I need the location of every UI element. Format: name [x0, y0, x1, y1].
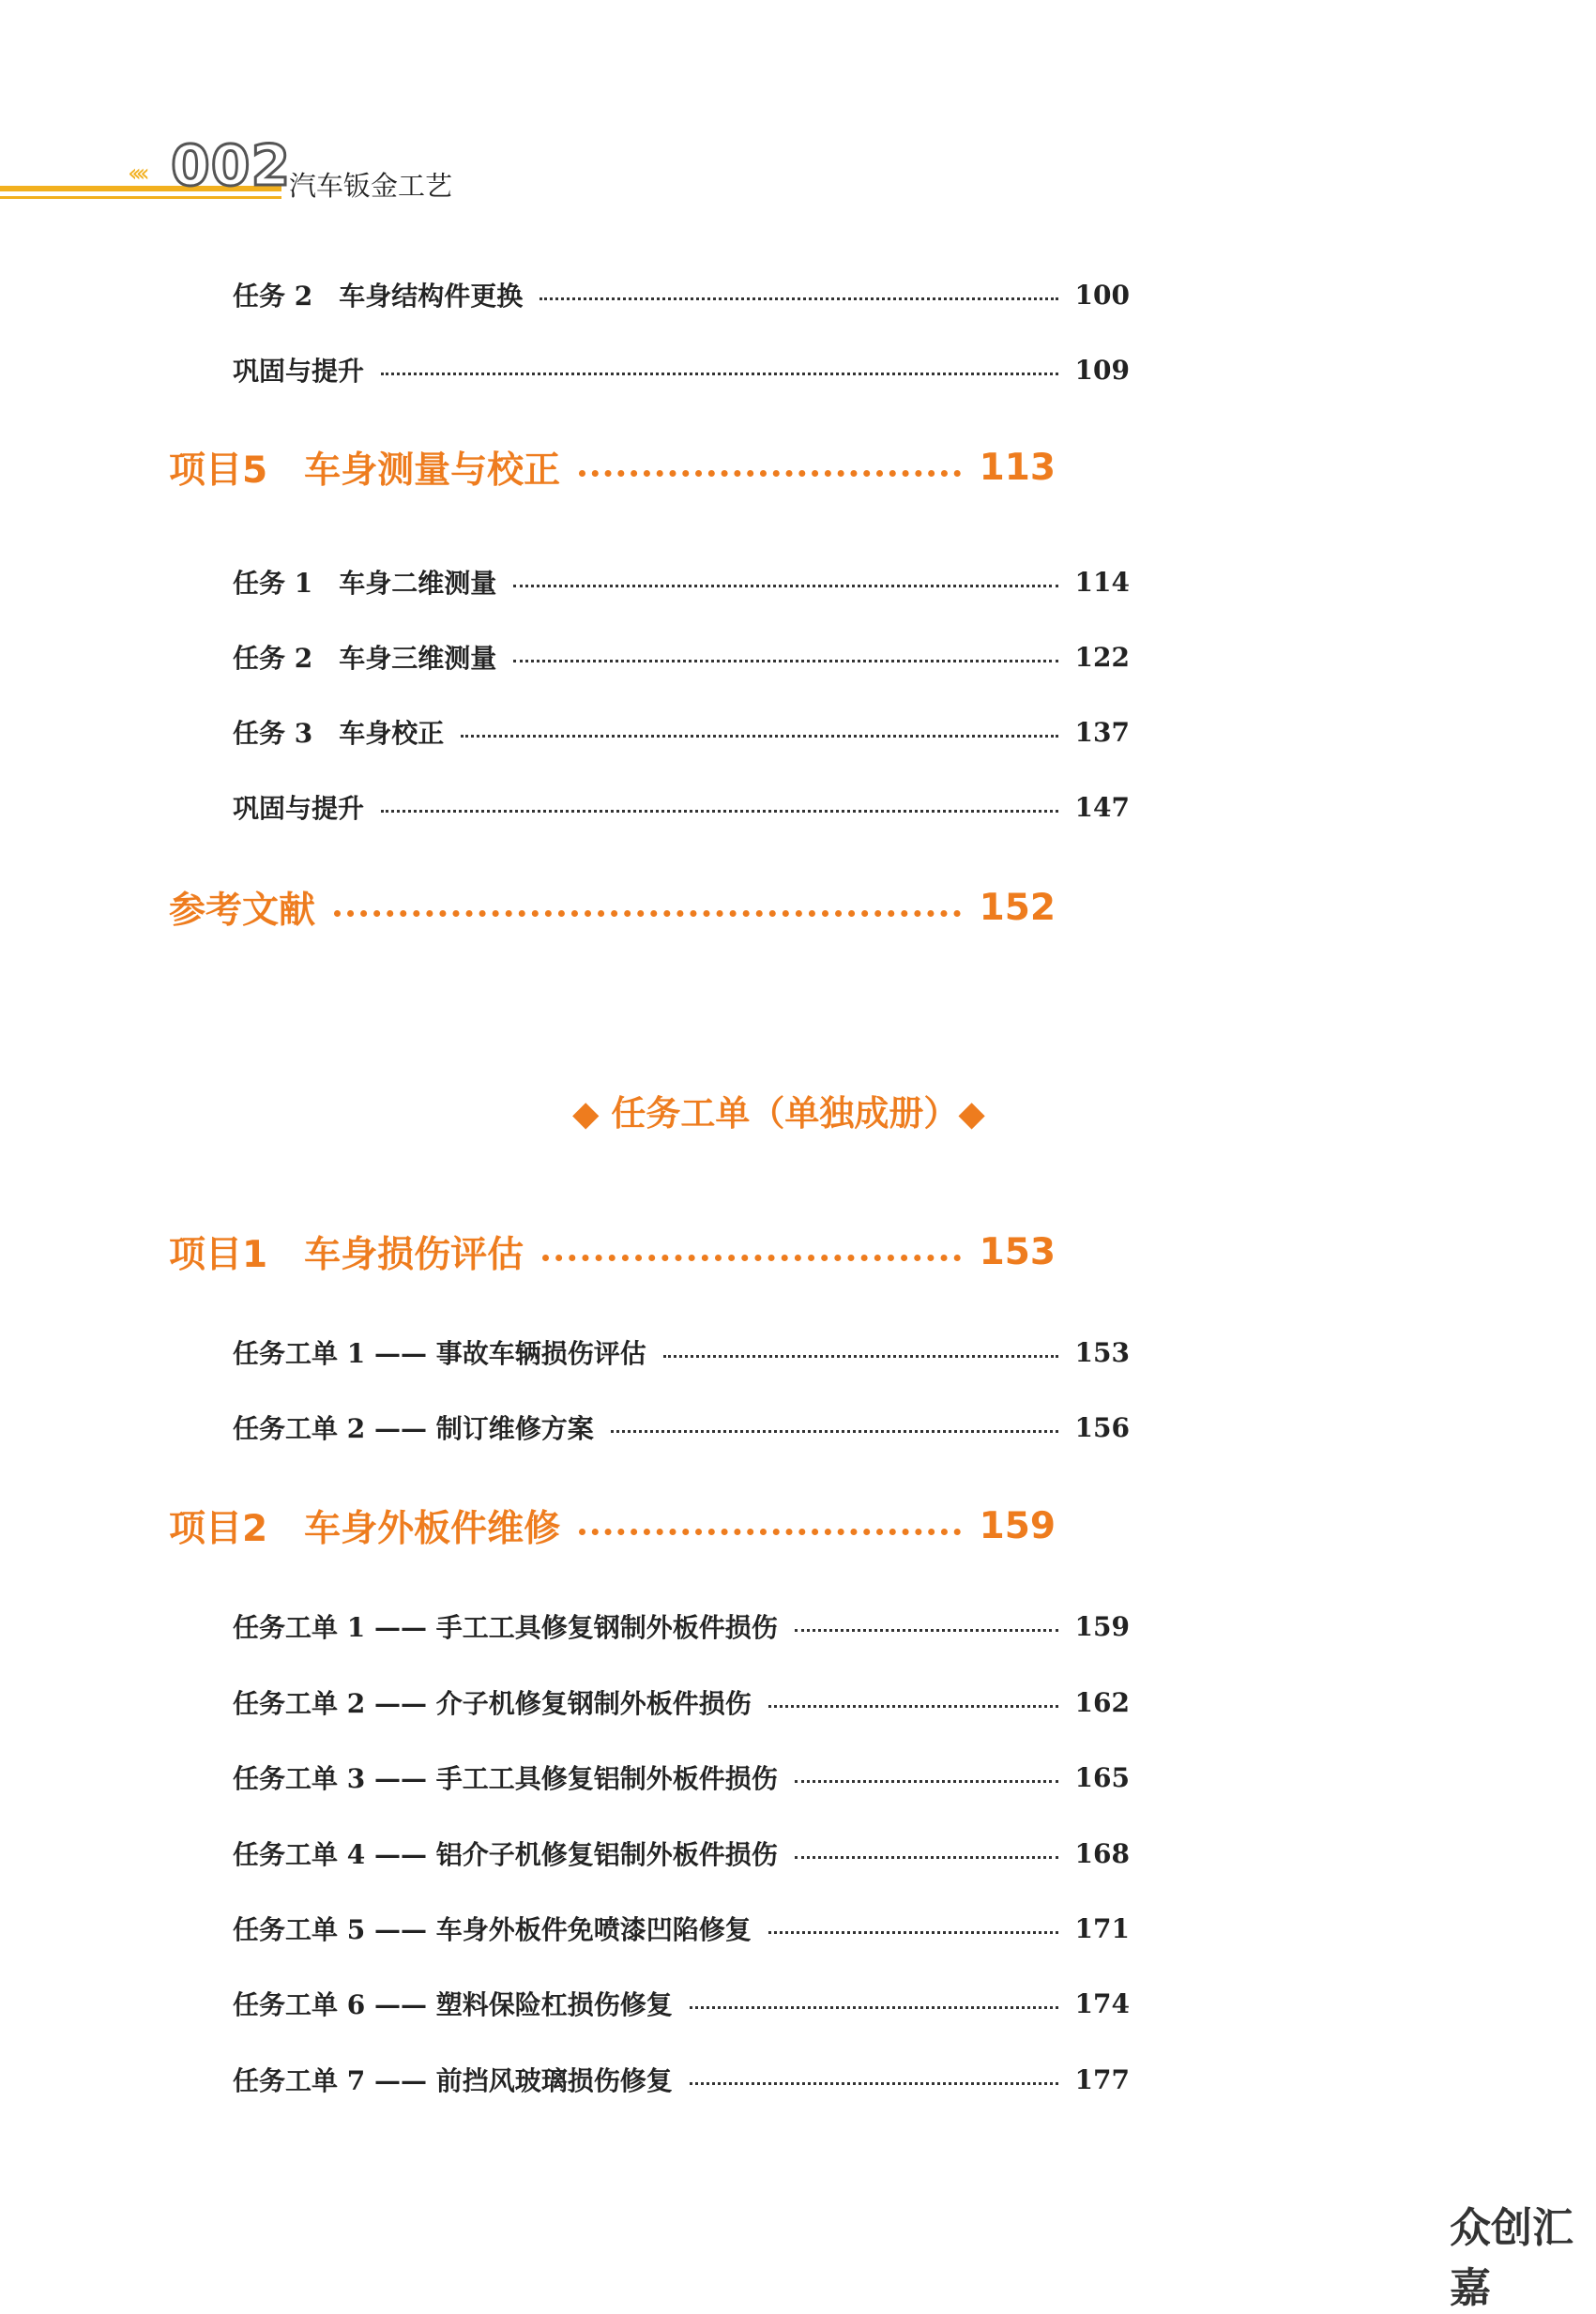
dot-leader	[795, 1629, 1058, 1632]
toc-entry[interactable]	[233, 788, 1130, 826]
toc-entry[interactable]	[233, 1758, 1130, 1796]
toc-entry[interactable]	[233, 351, 1130, 388]
dot-leader	[513, 660, 1057, 662]
dot-leader	[381, 373, 1058, 375]
dot-leader	[795, 1856, 1058, 1859]
running-header	[0, 133, 488, 206]
page-number: 002	[171, 133, 292, 199]
toc-entry-page: 100	[1074, 279, 1130, 311]
toc-project-entry[interactable]	[169, 881, 1056, 934]
toc-project-page: 153	[979, 1230, 1056, 1273]
toc-entry[interactable]	[233, 1985, 1130, 2022]
toc-entry-page: 165	[1074, 1761, 1130, 1793]
toc-entry-label: 任务工单 3 —— 手工工具修复铝制外板件损伤	[233, 1763, 778, 1794]
toc-entry-label: 巩固与提升	[233, 793, 365, 824]
dot-leader	[690, 2006, 1058, 2009]
toc-entry-page: 171	[1074, 1912, 1130, 1944]
dot-leader	[461, 735, 1057, 738]
toc-entry-page: 137	[1074, 716, 1130, 748]
toc-entry-page: 153	[1074, 1336, 1130, 1368]
toc-project-entry[interactable]	[169, 1226, 1056, 1278]
toc-entry[interactable]	[233, 1910, 1130, 1947]
toc-project-entry[interactable]	[169, 1500, 1056, 1552]
dot-leader	[579, 470, 960, 477]
toc-project-label: 项目5 车身测量与校正	[169, 449, 561, 492]
toc-entry-label: 任务工单 4 —— 铝介子机修复铝制外板件损伤	[233, 1839, 778, 1870]
toc-project-page: 159	[979, 1504, 1056, 1547]
toc-entry[interactable]	[233, 638, 1130, 676]
toc-entry[interactable]	[233, 2061, 1130, 2098]
dot-leader	[542, 1255, 960, 1261]
toc-entry[interactable]	[233, 1408, 1130, 1446]
dot-leader	[768, 1705, 1058, 1708]
section-heading: ◆ 任务工单（单独成册）◆	[572, 1093, 985, 1134]
toc-entry[interactable]	[233, 276, 1130, 313]
toc-entry-label: 任务 2 车身结构件更换	[233, 281, 524, 312]
toc-entry-page: 156	[1074, 1411, 1130, 1443]
book-title: 汽车钣金工艺	[289, 170, 453, 202]
dot-leader	[540, 297, 1057, 300]
toc-entry-label: 巩固与提升	[233, 356, 365, 387]
toc-entry[interactable]	[233, 1607, 1130, 1645]
toc-entry-page: 168	[1074, 1837, 1130, 1869]
dot-leader	[611, 1430, 1058, 1433]
toc-entry-page: 162	[1074, 1686, 1130, 1718]
dot-leader	[579, 1529, 960, 1535]
toc-entry-page: 174	[1074, 1987, 1130, 2019]
dot-leader	[690, 2082, 1058, 2085]
toc-project-entry[interactable]	[169, 441, 1056, 494]
toc-entry-label: 任务工单 7 —— 前挡风玻璃损伤修复	[233, 2065, 673, 2096]
toc-entry-label: 任务工单 1 —— 事故车辆损伤评估	[233, 1338, 646, 1369]
toc-project-label: 参考文献	[169, 890, 316, 932]
toc-entry-page: 147	[1074, 791, 1130, 823]
toc-entry[interactable]	[233, 1333, 1130, 1371]
toc-entry[interactable]	[233, 713, 1130, 751]
toc-entry[interactable]	[233, 563, 1130, 601]
toc-project-label: 项目1 车身损伤评估	[169, 1234, 524, 1276]
watermark-logo: 众创汇嘉	[1450, 2204, 1573, 2312]
chevron-icon: ‹‹‹‹	[128, 160, 144, 188]
toc-entry-label: 任务工单 2 —— 介子机修复钢制外板件损伤	[233, 1688, 752, 1719]
toc-entry-label: 任务工单 2 —— 制订维修方案	[233, 1413, 594, 1444]
toc-project-label: 项目2 车身外板件维修	[169, 1508, 561, 1550]
dot-leader	[381, 810, 1058, 813]
toc-entry-label: 任务 3 车身校正	[233, 718, 445, 749]
toc-entry-page: 114	[1074, 566, 1130, 598]
toc-entry[interactable]	[233, 1834, 1130, 1872]
toc-entry-label: 任务工单 1 —— 手工工具修复钢制外板件损伤	[233, 1612, 778, 1643]
toc-project-page: 152	[979, 886, 1056, 929]
dot-leader	[663, 1355, 1058, 1358]
dot-leader	[334, 910, 961, 917]
toc-project-page: 113	[979, 446, 1056, 489]
toc-entry-label: 任务 1 车身二维测量	[233, 568, 497, 599]
toc-entry-page: 109	[1074, 354, 1130, 386]
toc-entry-label: 任务工单 5 —— 车身外板件免喷漆凹陷修复	[233, 1914, 752, 1945]
dot-leader	[513, 585, 1057, 587]
toc-entry-label: 任务工单 6 —— 塑料保险杠损伤修复	[233, 1989, 673, 2020]
toc-entry-page: 159	[1074, 1610, 1130, 1642]
dot-leader	[768, 1931, 1058, 1934]
toc-entry[interactable]	[233, 1683, 1130, 1721]
dot-leader	[795, 1780, 1058, 1783]
toc-entry-page: 122	[1074, 641, 1130, 673]
toc-entry-page: 177	[1074, 2063, 1130, 2095]
toc-entry-label: 任务 2 车身三维测量	[233, 643, 497, 674]
